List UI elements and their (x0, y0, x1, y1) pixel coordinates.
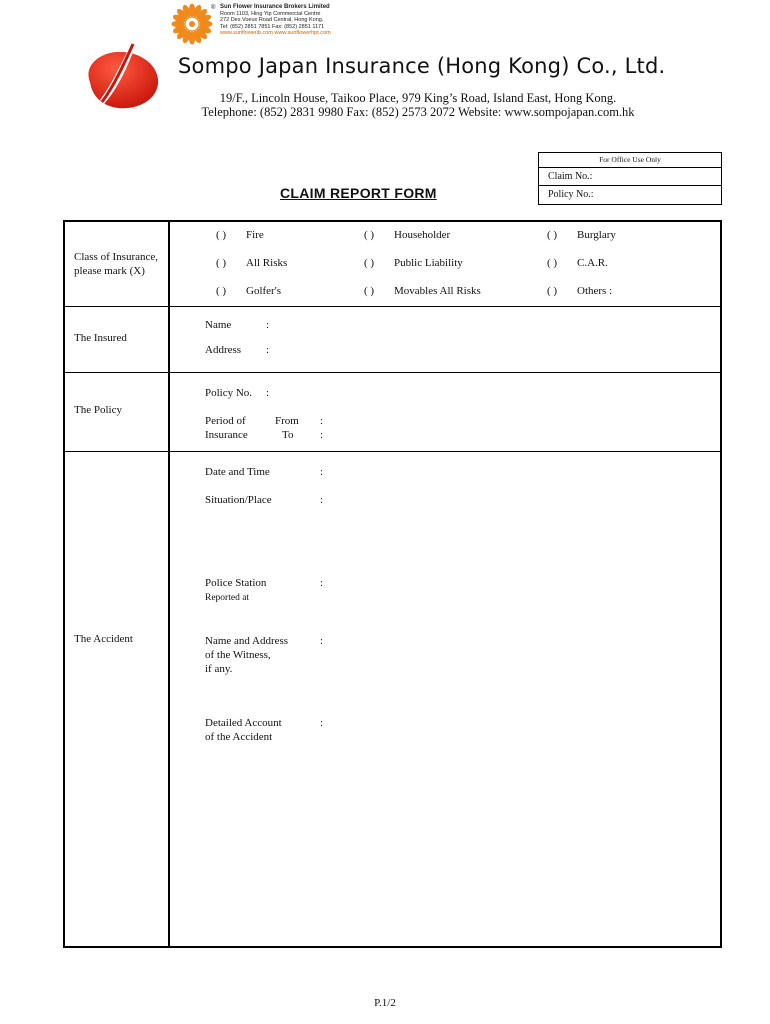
policy-no-label: Policy No. (205, 387, 253, 399)
company-address: 19/F., Lincoln House, Taikoo Place, 979 King’s Road, Island East, Hong Kong. (219, 91, 617, 105)
broker-line: Room 1103, Hing Yip Commercial Centre (220, 10, 321, 17)
option-label: Burglary (577, 229, 616, 241)
company-contact: Telephone: (852) 2831 9980 Fax: (852) 2573 2072 Website: www.sompojapan.com.hk (201, 105, 635, 119)
option-movables-all-risks[interactable] (364, 285, 481, 297)
from-label: From (275, 415, 299, 427)
detailed-account-label-1: Detailed Account (205, 717, 282, 729)
option-all-risks[interactable] (216, 257, 287, 269)
option-label: Golfer's (246, 285, 281, 297)
colon: : (320, 635, 324, 647)
checkbox-paren[interactable]: ( ) (364, 229, 375, 241)
policy-label: The Policy (74, 404, 122, 416)
option-fire[interactable] (216, 229, 264, 241)
option-householder[interactable] (364, 229, 450, 241)
colon: : (320, 415, 324, 427)
office-policy-no-field[interactable]: Policy No.: (539, 185, 721, 203)
row-divider (63, 451, 722, 452)
option-label: Public Liability (394, 257, 463, 269)
colon: : (266, 387, 270, 399)
form-frame (63, 220, 722, 948)
colon: : (320, 577, 324, 589)
option-label: Others : (577, 285, 613, 297)
insurance-label: Insurance (205, 429, 248, 441)
witness-label-2: of the Witness, (205, 649, 271, 661)
checkbox-paren[interactable]: ( ) (547, 257, 558, 269)
reported-at-label: Reported at (205, 593, 250, 603)
option-label: Householder (394, 229, 451, 241)
option-label: Movables All Risks (394, 285, 481, 297)
checkbox-paren[interactable]: ( ) (216, 285, 227, 297)
colon: : (266, 344, 270, 356)
option-label: C.A.R. (577, 257, 608, 269)
insured-label: The Insured (74, 332, 127, 344)
date-time-label: Date and Time (205, 466, 270, 478)
office-use-heading: For Office Use Only (539, 153, 721, 168)
option-public-liability[interactable] (364, 257, 463, 269)
company-name: Sompo Japan Insurance (Hong Kong) Co., Ltd. (178, 54, 666, 78)
page-number: P.1/2 (374, 997, 396, 1009)
row-divider (63, 372, 722, 373)
option-label: Fire (246, 229, 264, 241)
office-use-box (538, 152, 722, 205)
option-label: All Risks (246, 257, 288, 269)
police-station-label: Police Station (205, 577, 267, 589)
option-golfers[interactable] (216, 285, 281, 297)
broker-info (220, 4, 331, 37)
column-divider (168, 220, 170, 948)
checkbox-paren[interactable]: ( ) (547, 285, 558, 297)
sunflower-logo (170, 2, 216, 46)
option-burglary[interactable] (547, 229, 616, 241)
insured-name-label: Name (205, 319, 232, 331)
checkbox-paren[interactable]: ( ) (364, 257, 375, 269)
insured-address-label: Address (205, 344, 242, 356)
period-of-label: Period of (205, 415, 246, 427)
checkbox-paren[interactable]: ( ) (216, 257, 227, 269)
witness-label-1: Name and Address (205, 635, 289, 647)
situation-place-label: Situation/Place (205, 494, 272, 506)
detailed-account-label-2: of the Accident (205, 731, 273, 743)
checkbox-paren[interactable]: ( ) (216, 229, 227, 241)
class-of-insurance-label: Class of Insurance, please mark (X) (74, 251, 159, 277)
form-title: CLAIM REPORT FORM (280, 185, 437, 201)
colon: : (320, 494, 324, 506)
witness-label-3: if any. (205, 663, 233, 675)
row-divider (63, 306, 722, 307)
claim-no-field[interactable]: Claim No.: (548, 171, 593, 182)
colon: : (320, 466, 324, 478)
colon: : (320, 429, 324, 441)
colon: : (266, 319, 270, 331)
svg-text:®: ® (211, 5, 216, 11)
checkbox-paren[interactable]: ( ) (364, 285, 375, 297)
to-label: To (282, 429, 294, 441)
broker-name: Sun Flower Insurance Brokers Limited (220, 4, 330, 10)
option-car[interactable] (547, 257, 608, 269)
colon: : (320, 717, 324, 729)
broker-line: 272 Des Voeux Road Central, Hong Kong. (220, 17, 324, 24)
option-others[interactable] (547, 285, 612, 297)
broker-web: www.sunflowerib.com www.sunflowerhpt.com (220, 30, 331, 37)
broker-line: Tel: (852) 2851 7851 Fax: (852) 2851 1171 (220, 23, 325, 30)
accident-label: The Accident (74, 633, 133, 645)
checkbox-paren[interactable]: ( ) (547, 229, 558, 241)
